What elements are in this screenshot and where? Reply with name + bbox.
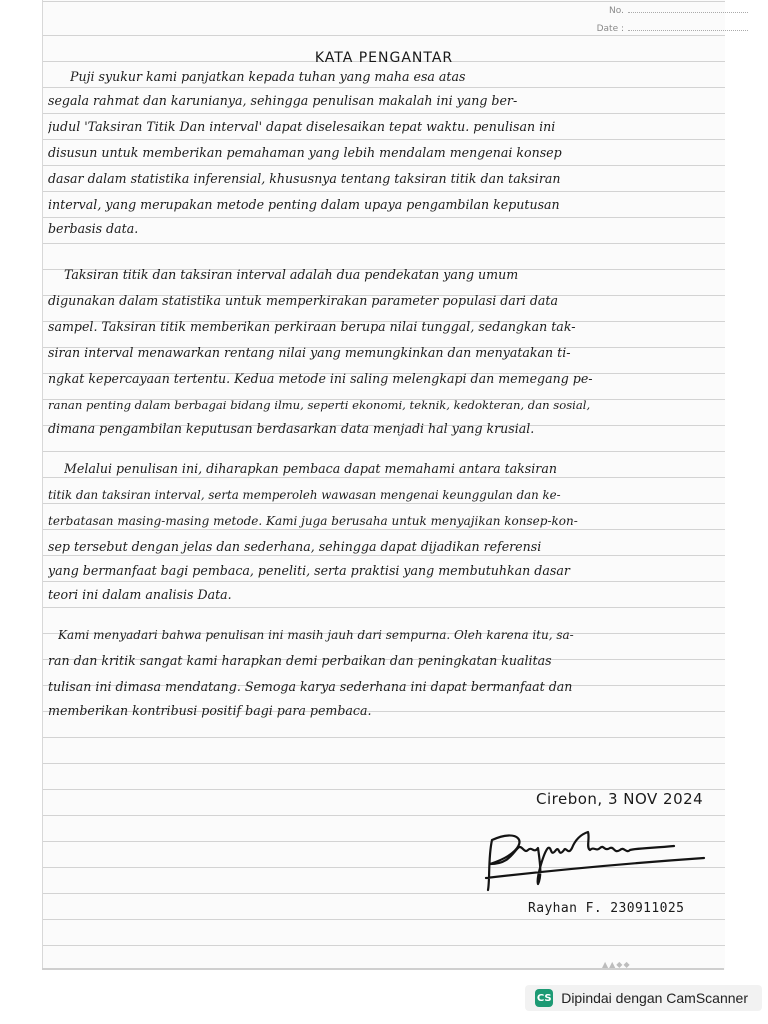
paragraph-line: judul 'Taksiran Titik Dan interval' dapat diselesaikan tepat waktu. penulisan ini [48, 120, 556, 134]
no-field [609, 6, 748, 16]
paragraph-line: tulisan ini dimasa mendatang. Semoga karya sederhana ini dapat bermanfaat dan [48, 680, 573, 694]
handwritten-signature [478, 818, 708, 898]
paragraph-line: segala rahmat dan karunianya, sehingga penulisan makalah ini yang ber- [48, 94, 518, 108]
paragraph-line: Melalui penulisan ini, diharapkan pembaca dapat memahami antara taksiran [64, 462, 557, 476]
paragraph-line: titik dan taksiran interval, serta memperoleh wawasan mengenai keunggulan dan ke- [48, 488, 561, 502]
signer-name: Rayhan F. 230911025 [528, 901, 685, 916]
place-date: Cirebon, 3 NOV 2024 [536, 790, 704, 808]
camscanner-watermark [0, 982, 768, 1014]
paragraph-line: ranan penting dalam berbagai bidang ilmu, seperti ekonomi, teknik, kedokteran, dan sosial, [48, 398, 591, 412]
watermark-badge [525, 985, 762, 1011]
paragraph-line: Puji syukur kami panjatkan kepada tuhan yang maha esa atas [70, 70, 466, 84]
paragraph-line: dimana pengambilan keputusan berdasarkan data menjadi hal yang krusial. [48, 422, 535, 436]
camscanner-logo-icon: CS [535, 989, 553, 1007]
no-label: No. [609, 6, 624, 16]
paragraph-line: Taksiran titik dan taksiran interval adalah dua pendekatan yang umum [64, 268, 519, 282]
paragraph-line: digunakan dalam statistika untuk memperkirakan parameter populasi dari data [48, 294, 558, 308]
paragraph-line: interval, yang merupakan metode penting dalam upaya pengambilan keputusan [48, 198, 560, 212]
paragraph-line: ngkat kepercayaan tertentu. Kedua metode ini saling melengkapi dan memegang pe- [48, 372, 593, 386]
paragraph-line: terbatasan masing-masing metode. Kami juga berusaha untuk menyajikan konsep-kon- [48, 514, 578, 528]
paragraph-line: disusun untuk memberikan pemahaman yang lebih mendalam mengenai konsep [48, 146, 562, 160]
paragraph-line: siran interval menawarkan rentang nilai yang memungkinkan dan menyatakan ti- [48, 346, 571, 360]
paragraph-line: berbasis data. [48, 222, 139, 236]
paragraph-line: memberikan kontribusi positif bagi para pembaca. [48, 704, 372, 718]
date-field [597, 24, 748, 34]
paragraph-line: Kami menyadari bahwa penulisan ini masih jauh dari sempurna. Oleh karena itu, sa- [58, 628, 574, 642]
paragraph-line: yang bermanfaat bagi pembaca, peneliti, serta praktisi yang membutuhkan dasar [48, 564, 570, 578]
paper-brand-mark: ▲▲◆◆ [602, 960, 631, 969]
paragraph-line: sampel. Taksiran titik memberikan perkiraan berupa nilai tunggal, sedangkan tak- [48, 320, 576, 334]
paragraph-line: dasar dalam statistika inferensial, khususnya tentang taksiran titik dan taksiran [48, 172, 561, 186]
paragraph-line: sep tersebut dengan jelas dan sederhana, sehingga dapat dijadikan referensi [48, 540, 542, 554]
watermark-text: Dipindai dengan CamScanner [561, 990, 748, 1006]
paragraph-line: teori ini dalam analisis Data. [48, 588, 232, 602]
document-title: KATA PENGANTAR [314, 50, 454, 66]
paragraph-line: ran dan kritik sangat kami harapkan demi perbaikan dan peningkatan kualitas [48, 654, 552, 668]
date-label: Date : [596, 24, 624, 34]
